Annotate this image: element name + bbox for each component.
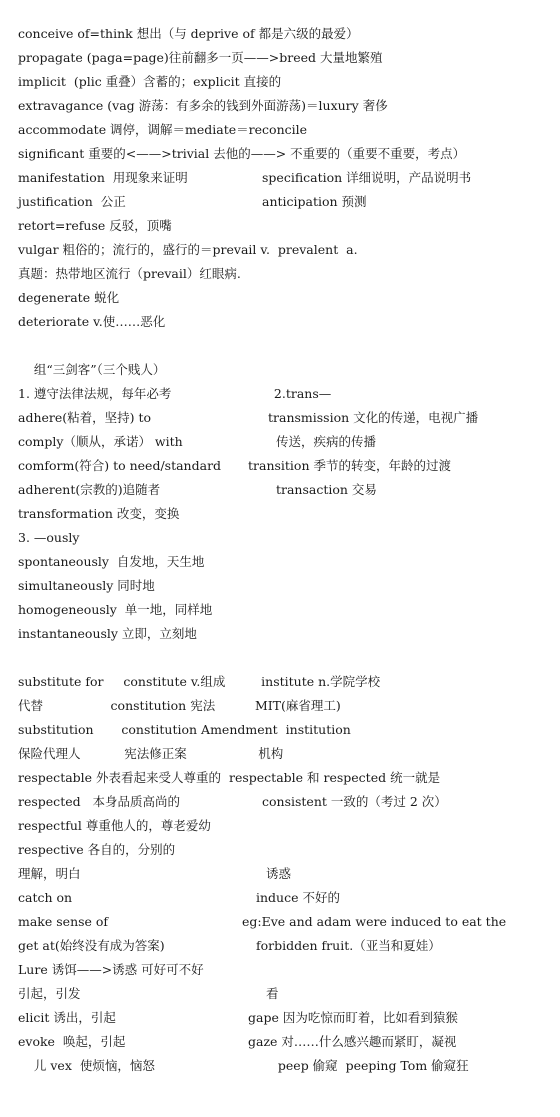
text-line-36-right: 诱惑 (262, 866, 291, 881)
text-line-22: 3. —ously (18, 530, 80, 545)
text-line-37-right: induce 不好的 (256, 890, 340, 905)
text-line-39-right: forbidden fruit.（亚当和夏娃） (256, 938, 441, 953)
text-line-30: substitution constitution Amendment institution (18, 722, 351, 737)
text-line-42: elicit 诱出，引起 (18, 1010, 116, 1025)
text-line-33-right: consistent 一致的（考过 2 次） (262, 794, 447, 809)
text-line-10: vulgar 粗俗的；流行的，盛行的＝prevail v. prevalent a. (18, 242, 358, 257)
text-line-8: justification 公正 (18, 194, 126, 209)
text-line-18-right: 传送，疾病的传播 (268, 434, 376, 449)
text-line-20-right: transaction 交易 (268, 482, 377, 497)
text-line-2: propagate (paga=page)往前翻多一页——>breed 大量地繁殖 (18, 50, 383, 65)
text-line-1: conceive of=think 想出（与 deprive of 都是六级的最爱） (18, 26, 359, 41)
text-line-21: transformation 改变，变换 (18, 506, 180, 521)
text-line-34: respectful 尊重他人的，尊老爱幼 (18, 818, 211, 833)
text-line-33: respected 本身品质高尚的 (18, 794, 181, 809)
text-line-6: significant 重要的<——>trivial 去他的——> 不重要的（重要不重要，考点） (18, 146, 466, 161)
text-line-16: 1. 遵守法律法规，每年必考 (18, 386, 172, 401)
text-line-17: adhere(粘着，坚持) to (18, 410, 152, 425)
text-line-32: respectable 外表看起来受人尊重的 respectable 和 respected 统一就是 (18, 770, 441, 785)
text-line-41: 引起，引发 (18, 986, 81, 1001)
text-line-8-right: anticipation 预测 (262, 194, 367, 209)
text-line-43: evoke 唤起，引起 (18, 1034, 126, 1049)
text-line-35: respective 各自的，分别的 (18, 842, 176, 857)
text-line-29: 代替 constitution 宪法 MIT(麻省理工) (18, 698, 341, 713)
text-line-25: homogeneously 单一地，同样地 (18, 602, 213, 617)
text-line-4: extravagance (vag 游荡：有多余的钱到外面游荡)＝luxury 奢侈 (18, 98, 388, 113)
text-line-19-right: transition 季节的转变，年龄的过渡 (248, 458, 451, 473)
text-line-38: make sense of (18, 914, 109, 929)
text-line-20: adherent(宗教的)追随者 (18, 482, 161, 497)
text-line-11: 真题：热带地区流行（prevail）红眼病. (18, 266, 241, 281)
text-line-23: spontaneously 自发地，天生地 (18, 554, 205, 569)
text-line-31: 保险代理人 宪法修正案 机构 (18, 746, 284, 761)
text-line-7-right: specification 详细说明，产品说明书 (262, 170, 472, 185)
text-line-44-right: peep 偷窥 peeping Tom 偷窥狂 (262, 1058, 469, 1073)
text-line-16-right: 2.trans— (262, 386, 332, 401)
text-line-5: accommodate 调停，调解＝mediate＝reconcile (18, 122, 308, 137)
text-line-7: manifestation 用现象来证明 (18, 170, 188, 185)
text-line-39: get at(始终没有成为答案) (18, 938, 165, 953)
text-line-24: simultaneously 同时地 (18, 578, 155, 593)
text-line-3: implicit (plic 重叠）含蓄的；explicit 直接的 (18, 74, 282, 89)
text-line-19: comform(符合) to need/standard (18, 458, 222, 473)
text-line-36: 理解，明白 (18, 866, 81, 881)
text-line-38-right: eg:Eve and adam were induced to eat the (242, 914, 507, 929)
text-line-26: instantaneously 立即，立刻地 (18, 626, 197, 641)
text-line-15: 组“三剑客”（三个贱人） (18, 362, 166, 377)
text-line-44: 儿 vex 使烦恼，恼怒 (18, 1058, 155, 1073)
text-line-43-right: gaze 对……什么感兴趣而紧盯，凝视 (248, 1034, 457, 1049)
text-line-13: deteriorate v.使……恶化 (18, 314, 166, 329)
text-line-18: comply（顺从，承诺） with (18, 434, 183, 449)
text-line-37: catch on (18, 890, 73, 905)
text-line-40: Lure 诱饵——>诱惑 可好可不好 (18, 962, 204, 977)
text-line-41-right: 看 (262, 986, 279, 1001)
text-line-12: degenerate 蜕化 (18, 290, 120, 305)
text-line-17-right: transmission 文化的传递，电视广播 (268, 410, 479, 425)
text-line-28: substitute for constitute v.组成 institute n.学院学校 (18, 674, 381, 689)
text-line-42-right: gape 因为吃惊而盯着，比如看到猿猴 (248, 1010, 458, 1025)
text-line-9: retort=refuse 反驳，顶嘴 (18, 218, 172, 233)
